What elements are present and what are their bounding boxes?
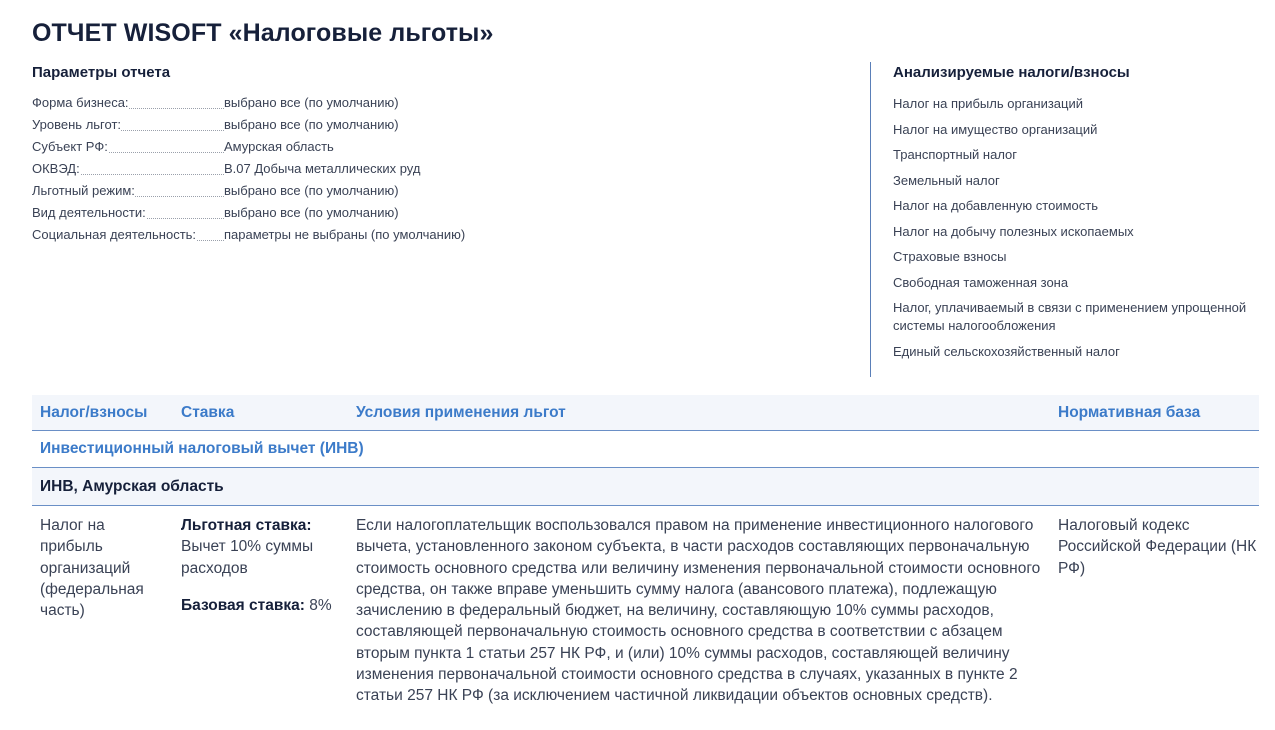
- vertical-divider: [870, 62, 871, 377]
- header-conditions: Условия применения льгот: [356, 404, 566, 421]
- header-legal-basis: Нормативная база: [1058, 404, 1201, 421]
- cell-rate: [181, 515, 351, 616]
- param-label: Форма бизнеса:: [32, 95, 129, 110]
- param-label: Субъект РФ:: [32, 139, 108, 154]
- cell-legal-basis: Налоговый кодекс Российской Федерации (НК РФ): [1058, 517, 1257, 577]
- report-title: ОТЧЕТ WISOFT «Налоговые льготы»: [32, 19, 494, 47]
- subsection-title: ИНВ, Амурская область: [32, 468, 1259, 506]
- benefits-table: [32, 395, 1259, 730]
- base-rate-label: Базовая ставка:: [181, 596, 305, 614]
- tax-list-item: Налог на добавленную стоимость: [893, 198, 1098, 213]
- param-value: выбрано все (по умолчанию): [224, 117, 399, 132]
- param-row: [32, 227, 652, 249]
- parameters-heading: Параметры отчета: [32, 64, 171, 81]
- tax-list-item: Налог на добычу полезных ископаемых: [893, 223, 1134, 239]
- header-rate: Ставка: [181, 404, 235, 421]
- base-rate-value: 8%: [309, 596, 332, 614]
- param-label: Уровень льгот:: [32, 117, 122, 132]
- param-value: выбрано все (по умолчанию): [224, 95, 399, 110]
- param-row: [32, 205, 652, 227]
- preferential-rate-label: Льготная ставка:: [181, 517, 312, 534]
- param-row: [32, 117, 652, 139]
- analyzed-taxes: [893, 64, 1263, 368]
- param-label: Социальная деятельность:: [32, 227, 197, 242]
- table-row: [32, 506, 1259, 730]
- tax-list-item: Транспортный налог: [893, 147, 1018, 162]
- tax-list-item: Налог, уплачиваемый в связи с применением упрощенной системы налогообложения: [893, 300, 1247, 333]
- taxes-heading: Анализируемые налоги/взносы: [893, 64, 1130, 81]
- param-label: ОКВЭД:: [32, 161, 80, 176]
- param-row: [32, 139, 652, 161]
- cell-tax: Налог на прибыль организаций (федеральная часть): [40, 517, 144, 620]
- tax-list-item: Налог на прибыль организаций: [893, 96, 1083, 111]
- cell-conditions: Если налогоплательщик воспользовался правом на применение инвестиционного налогового вычета, установленного законом субъекта, в части расходов составляющих первоначальную стоимость основного средства или величину изменения первоначальной стоимости основного средства, он также вправе уменьшить сумму налога (авансового платежа), подлежащую зачислению в федеральный бюджет, на величину, составляющую 10% суммы расходов, составляющей первоначальную стоимость основного средства в соответствии с абзацем вторым пункта 1 статьи 257 НК РФ, и (или) 10% суммы расходов, составляющей величину изменения первоначальной стоимости основного средства в случаях, указанных в пункте 2 статьи 257 НК РФ (за исключением частичной ликвидации объектов основных средств).: [356, 517, 1041, 705]
- tax-list-item: Единый сельскохозяйственный налог: [893, 343, 1120, 359]
- table-header: [32, 395, 1259, 431]
- preferential-rate-value: Вычет 10% суммы расходов: [181, 538, 314, 577]
- tax-list-item: Земельный налог: [893, 172, 1000, 188]
- param-value: выбрано все (по умолчанию): [224, 205, 399, 220]
- param-value: B.07 Добыча металлических руд: [224, 161, 421, 176]
- param-row: [32, 161, 652, 183]
- param-row: [32, 95, 652, 117]
- param-label: Вид деятельности:: [32, 205, 146, 220]
- report-parameters: [32, 64, 652, 249]
- tax-list-item: Свободная таможенная зона: [893, 274, 1069, 290]
- tax-list-item: Налог на имущество организаций: [893, 121, 1098, 137]
- param-value: параметры не выбраны (по умолчанию): [224, 227, 466, 242]
- param-value: выбрано все (по умолчанию): [224, 183, 399, 198]
- header-tax: Налог/взносы: [40, 404, 148, 421]
- param-label: Льготный режим:: [32, 183, 135, 198]
- taxes-list: [893, 95, 1263, 361]
- param-row: [32, 183, 652, 205]
- tax-list-item: Страховые взносы: [893, 249, 1007, 264]
- param-value: Амурская область: [224, 139, 334, 154]
- section-title: Инвестиционный налоговый вычет (ИНВ): [32, 431, 1259, 468]
